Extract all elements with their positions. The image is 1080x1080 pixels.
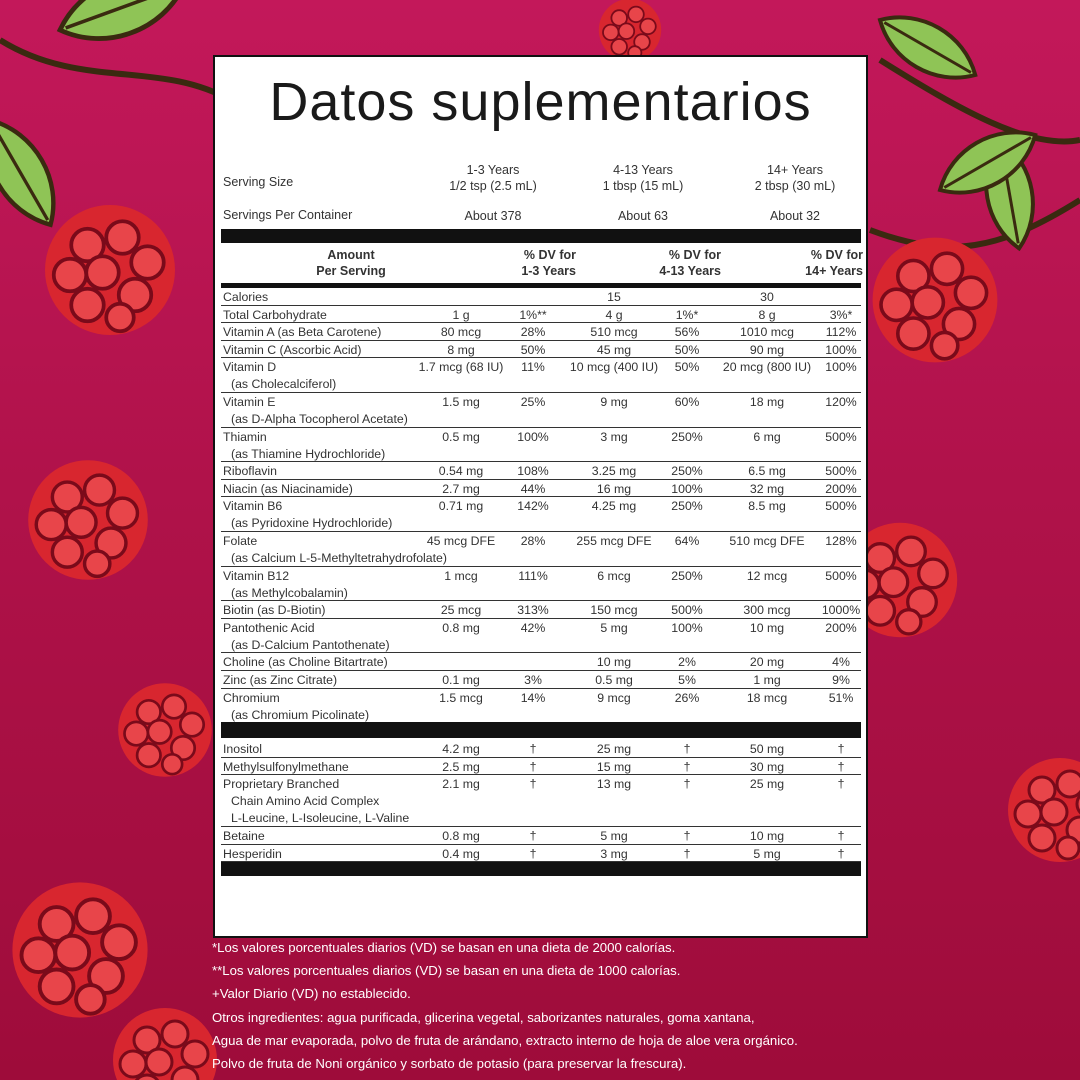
amount-cell: 3 mg (600, 429, 628, 444)
dv3-header (781, 247, 863, 279)
amount-cell: 10 mg (749, 620, 785, 635)
dv-cell: 313% (517, 603, 549, 618)
nutrient-name: Hesperidin (223, 846, 282, 861)
amount-cell: 10 mg (596, 655, 632, 670)
dv-cell: † (837, 742, 845, 756)
col2-size: 1 tbsp (15 mL) (602, 179, 684, 193)
supplement-facts-panel (213, 55, 868, 938)
footnote: Otros ingredientes: agua purificada, glicerina vegetal, saborizantes naturales, goma xantana, (212, 1009, 755, 1025)
table-row (221, 288, 861, 306)
dv-cell: 500% (825, 429, 857, 444)
dv-cell: † (529, 742, 537, 756)
nutrient-name: Biotin (as D-Biotin) (223, 603, 326, 618)
amount-cell: 6 mcg (597, 568, 631, 583)
amount-cell: 150 mcg (590, 603, 638, 618)
nutrient-name: Pantothenic Acid (223, 620, 315, 635)
dv-cell: † (683, 742, 691, 756)
dv1-label-b: 1-3 Years (521, 264, 576, 278)
nutrient-name: Betaine (223, 829, 265, 844)
amount-cell: 5 mg (600, 620, 628, 635)
dv-cell: 100% (825, 360, 857, 375)
dv-cell: 5% (678, 673, 696, 687)
amount-cell: 0.5 mg (442, 429, 480, 444)
dv-cell: † (837, 829, 845, 844)
dv-cell: 128% (825, 534, 857, 548)
amount-cell: 30 mg (749, 759, 785, 774)
amount-cell: 15 (607, 290, 621, 304)
table-row (221, 758, 861, 776)
dv-cell: 200% (825, 481, 857, 496)
dv-cell: 111% (518, 568, 548, 583)
amount-cell: 16 mg (596, 481, 632, 496)
amount-cell: 20 mg (749, 655, 785, 670)
amount-cell: 5 mg (600, 829, 628, 844)
dv2-label-a: % DV for (668, 248, 721, 262)
dv-cell: 26% (674, 690, 700, 705)
dv-cell: 4% (832, 655, 850, 670)
col3-servings: About 32 (769, 209, 821, 223)
footnote: Polvo de fruta de Noni orgánico y sorbato de potasio (para preservar la frescura). (212, 1056, 687, 1072)
nutrient-name: Vitamin B6 (223, 499, 283, 514)
amount-cell: 0.8 mg (442, 620, 480, 635)
dv-cell: 28% (520, 534, 546, 548)
amount-cell: 300 mcg (743, 603, 791, 618)
amount-cell: 20 mcg (800 IU) (722, 360, 812, 375)
amount-cell: 45 mcg DFE (426, 534, 496, 548)
amount-cell: 80 mcg (440, 325, 482, 340)
nutrient-source: (as Cholecalciferol) (231, 377, 337, 392)
amount-cell: 8.5 mg (748, 499, 786, 514)
amount-cell: 1 mcg (444, 568, 478, 583)
servings-per-container-label: Servings Per Container (223, 208, 353, 222)
table-row (221, 689, 861, 724)
amount-cell: 2.5 mg (442, 759, 480, 774)
nutrient-name: Proprietary Branched (223, 777, 340, 792)
table-row (221, 480, 861, 498)
table-row (221, 740, 861, 758)
dv-cell: 500% (671, 603, 703, 618)
amount-cell: 12 mcg (746, 568, 788, 583)
amount-cell: 4 g (605, 307, 623, 322)
col3-age: 14+ Years (767, 163, 823, 177)
amount-cell: 0.1 mg (442, 673, 480, 687)
amount-cell: 32 mg (749, 481, 785, 496)
nutrient-name: Vitamin B12 (223, 568, 290, 583)
nutrient-name: Riboflavin (223, 464, 277, 479)
dv-cell: † (529, 777, 537, 792)
amount-cell: 90 mg (749, 342, 785, 357)
dv-cell: 100% (671, 481, 703, 496)
dv-cell: 500% (825, 568, 857, 583)
table-row (221, 393, 861, 428)
nutrient-name: Inositol (223, 742, 262, 756)
dv-cell: 9% (832, 673, 850, 687)
footnote: Agua de mar evaporada, polvo de fruta de arándano, extracto interno de hoja de aloe vera orgánico. (212, 1032, 798, 1048)
nutrient-source: (as Methylcobalamin) (231, 585, 348, 600)
dv-cell: 200% (825, 620, 857, 635)
amount-cell: 1 g (452, 307, 470, 322)
amount-cell: 0.5 mg (595, 673, 633, 687)
dv-cell: † (683, 777, 691, 792)
divider-bar (221, 229, 861, 243)
nutrient-name: Choline (as Choline Bitartrate) (223, 655, 388, 670)
dv-cell: 108% (517, 464, 549, 479)
table-row (221, 827, 861, 845)
dv-cell: 3% (524, 673, 542, 687)
amount-cell: 2.7 mg (442, 481, 480, 496)
col1-serving (418, 162, 568, 194)
nutrient-name: Vitamin C (Ascorbic Acid) (223, 342, 362, 357)
table-row (221, 845, 861, 863)
dv-cell: 100% (517, 429, 549, 444)
dv-cell: 500% (825, 499, 857, 514)
dv-cell: † (529, 829, 537, 844)
amount-cell: 30 (760, 290, 774, 304)
table-row (221, 341, 861, 359)
nutrient-source: (as Pyridoxine Hydrochloride) (231, 516, 393, 531)
col3-size: 2 tbsp (30 mL) (754, 179, 836, 193)
dv-cell: † (837, 846, 845, 861)
footnote: +Valor Diario (VD) no establecido. (212, 986, 411, 1002)
table-row (221, 428, 861, 463)
amount-cell: 9 mg (600, 395, 628, 409)
dv-cell: 50% (520, 342, 546, 357)
amount-cell: 13 mg (596, 777, 632, 792)
amount-cell: 45 mg (596, 342, 632, 357)
dv-cell: † (529, 846, 537, 861)
dv-cell: 500% (825, 464, 857, 479)
table-row (221, 601, 861, 619)
dv-cell: 120% (825, 395, 857, 409)
dv-cell: 1000% (821, 603, 861, 618)
amount-cell: 510 mcg (590, 325, 638, 340)
col2-servings: About 63 (617, 209, 669, 223)
col2-serving (568, 162, 718, 194)
dv-cell: 1%* (675, 307, 699, 322)
amount-cell: 8 mg (447, 342, 475, 357)
amount-cell: 6 mg (753, 429, 781, 444)
dv-cell: 142% (517, 499, 549, 514)
divider-bar (221, 722, 861, 738)
dv-cell: † (837, 759, 845, 774)
nutrient-name: Zinc (as Zinc Citrate) (223, 673, 338, 687)
amount-cell: 1.5 mg (442, 395, 480, 409)
amount-header (301, 247, 401, 279)
page-title: Datos suplementarios (269, 72, 812, 132)
amount-cell: 0.54 mg (438, 464, 484, 479)
dv-cell: 250% (671, 464, 703, 479)
per-serving-label: Per Serving (316, 264, 386, 278)
dv-cell: 100% (671, 620, 703, 635)
amount-cell: 2.1 mg (442, 777, 480, 792)
amount-cell: 50 mg (749, 742, 785, 756)
amount-cell: 3.25 mg (591, 464, 637, 479)
dv-cell: † (529, 759, 537, 774)
dv-cell: 44% (520, 481, 546, 496)
amount-cell: 10 mg (749, 829, 785, 844)
table-row (221, 532, 861, 567)
dv-cell: 2% (678, 655, 696, 670)
nutrient-name: Total Carbohydrate (223, 307, 327, 322)
amount-cell: 1.5 mcg (439, 690, 483, 705)
amount-cell: 10 mcg (400 IU) (569, 360, 659, 375)
nutrient-name: Vitamin D (223, 360, 277, 375)
dv-cell: 50% (674, 342, 700, 357)
nutrient-source: (as Thiamine Hydrochloride) (231, 446, 386, 461)
dv-cell: 64% (674, 534, 700, 548)
col3-serving (720, 162, 870, 194)
nutrient-source: (as D-Alpha Tocopherol Acetate) (231, 412, 408, 426)
dv2-header (631, 247, 721, 279)
amount-label: Amount (327, 248, 375, 262)
nutrient-name: Folate (223, 534, 258, 548)
amount-cell: 510 mcg DFE (729, 534, 805, 548)
dv-cell: 51% (828, 690, 854, 705)
nutrient-name: Chromium (223, 690, 280, 705)
nutrient-source: Chain Amino Acid Complex (231, 794, 380, 809)
dv2-label-b: 4-13 Years (659, 264, 721, 278)
nutrient-source: (as Chromium Picolinate) (231, 707, 370, 722)
table-row (221, 619, 861, 654)
dv-cell: 60% (674, 395, 700, 409)
amount-cell: 18 mcg (746, 690, 788, 705)
amount-cell: 1.7 mcg (68 IU) (418, 360, 504, 375)
dv-cell: 56% (674, 325, 700, 340)
nutrient-source: (as Calcium L-5-Methyltetrahydrofolate) (231, 551, 447, 565)
dv3-label-a: % DV for (810, 248, 863, 262)
nutrient-source: (as D-Calcium Pantothenate) (231, 637, 390, 652)
nutrient-name: Vitamin A (as Beta Carotene) (223, 325, 382, 340)
footnote: **Los valores porcentuales diarios (VD) se basan en una dieta de 1000 calorías. (212, 963, 681, 979)
footnote: *Los valores porcentuales diarios (VD) se basan en una dieta de 2000 calorías. (212, 940, 676, 955)
footnotes (212, 936, 1072, 1075)
table-row (221, 323, 861, 341)
dv-cell: 112% (825, 325, 857, 340)
divider-bar-bottom (221, 862, 861, 876)
amount-cell: 9 mcg (597, 690, 631, 705)
dv-cell: 50% (674, 360, 700, 375)
nutrient-name: Methylsulfonylmethane (223, 759, 349, 774)
dv-cell: 42% (520, 620, 546, 635)
table-row (221, 358, 861, 393)
amount-cell: 4.25 mg (591, 499, 637, 514)
amount-cell: 6.5 mg (748, 464, 786, 479)
dv-cell: 100% (825, 342, 857, 357)
dv-cell: 25% (520, 395, 546, 409)
dv3-label-b: 14+ Years (805, 264, 863, 278)
table-row (221, 567, 861, 602)
amount-cell: 5 mg (753, 846, 781, 861)
dv-cell: 14% (520, 690, 546, 705)
dv-cell: 250% (671, 499, 703, 514)
nutrient-source: L-Leucine, L-Isoleucine, L-Valine (231, 811, 410, 826)
table-row (221, 462, 861, 480)
dv-cell: 3%* (829, 307, 853, 322)
dv1-header (496, 247, 576, 279)
amount-cell: 25 mg (749, 777, 785, 792)
amount-cell: 4.2 mg (442, 742, 480, 756)
amount-cell: 18 mg (749, 395, 785, 409)
nutrient-name: Vitamin E (223, 395, 276, 409)
dv-cell: † (683, 759, 691, 774)
amount-cell: 8 g (758, 307, 776, 322)
col1-servings: About 378 (464, 209, 522, 223)
amount-cell: 25 mcg (440, 603, 482, 618)
table-row (221, 775, 861, 827)
nutrient-name: Calories (223, 290, 269, 304)
dv1-label-a: % DV for (523, 248, 576, 262)
amount-cell: 0.4 mg (442, 846, 480, 861)
amount-cell: 25 mg (596, 742, 632, 756)
table-row (221, 671, 861, 689)
amount-cell: 0.8 mg (442, 829, 480, 844)
amount-cell: 0.71 mg (438, 499, 484, 514)
amount-cell: 1010 mcg (739, 325, 794, 340)
dv-cell: 1%** (519, 307, 547, 322)
col1-age: 1-3 Years (466, 163, 520, 177)
nutrient-name: Niacin (as Niacinamide) (223, 481, 353, 496)
nutrient-name: Thiamin (223, 429, 267, 444)
dv-cell: 250% (671, 568, 703, 583)
amount-cell: 1 mg (753, 673, 781, 687)
serving-size-label: Serving Size (223, 175, 294, 189)
dv-cell: † (837, 777, 845, 792)
table-row (221, 497, 861, 532)
dv-cell: 28% (520, 325, 546, 340)
dv-cell: 11% (521, 360, 545, 375)
col2-age: 4-13 Years (613, 163, 673, 177)
amount-cell: 255 mcg DFE (576, 534, 652, 548)
dv-cell: 250% (671, 429, 703, 444)
amount-cell: 15 mg (596, 759, 632, 774)
dv-cell: † (683, 829, 691, 844)
amount-cell: 3 mg (600, 846, 628, 861)
table-row (221, 306, 861, 324)
dv-cell: † (683, 846, 691, 861)
col1-size: 1/2 tsp (2.5 mL) (449, 179, 537, 193)
table-row (221, 653, 861, 671)
